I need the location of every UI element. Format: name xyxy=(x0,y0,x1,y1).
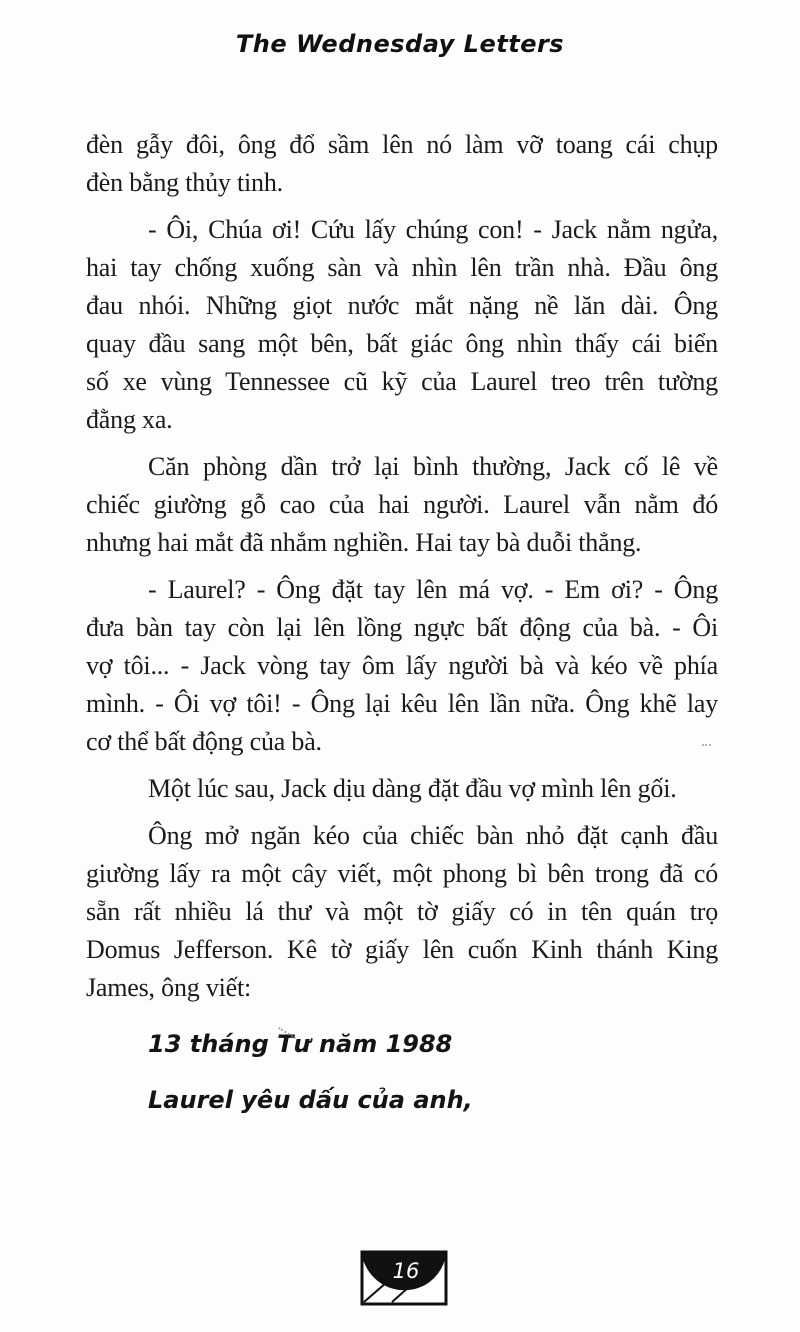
text-line: Domus Jefferson. Kê tờ giấy lên cuốn Kinh thánh King xyxy=(86,935,718,964)
text-line: vợ tôi... - Jack vòng tay ôm lấy người bà và kéo về phía xyxy=(86,651,718,680)
text-line: đèn gẫy đôi, ông đổ sầm lên nó làm vỡ toang cái chụp xyxy=(86,130,718,159)
page-footer xyxy=(359,1248,449,1308)
text-line: Ông mở ngăn kéo của chiếc bàn nhỏ đặt cạnh đầu xyxy=(148,821,718,850)
text-line: Một lúc sau, Jack dịu dàng đặt đầu vợ mình lên gối. xyxy=(148,774,677,803)
text-line: nhưng hai mắt đã nhắm nghiền. Hai tay bà duỗi thẳng. xyxy=(86,528,642,557)
text-line: hai tay chống xuống sàn và nhìn lên trần nhà. Đầu ông xyxy=(86,253,718,282)
handwritten-letter xyxy=(148,1029,718,1115)
letter-date-line: 13 tháng Tư năm 1988 xyxy=(148,1030,453,1058)
text-line: giường lấy ra một cây viết, một phong bì bên trong đã có xyxy=(86,859,718,888)
text-line: chiếc giường gỗ cao của hai người. Laurel vẫn nằm đó xyxy=(86,490,718,519)
text-line: - Ôi, Chúa ơi! Cứu lấy chúng con! - Jack nằm ngửa, xyxy=(148,215,718,244)
text-line: cơ thể bất động của bà. xyxy=(86,727,322,756)
page-number: 16 xyxy=(392,1259,420,1283)
text-line: quay đầu sang một bên, bất giác ông nhìn thấy cái biển xyxy=(86,329,718,358)
paragraph xyxy=(86,448,718,562)
paragraph xyxy=(86,817,718,1007)
text-line: đằng xa. xyxy=(86,405,173,434)
body-text xyxy=(86,126,718,1115)
paragraph xyxy=(86,126,718,202)
text-line: đưa bàn tay còn lại lên lồng ngực bất động của bà. - Ôi xyxy=(86,613,718,642)
running-head-title: The Wednesday Letters xyxy=(235,30,565,58)
text-line: James, ông viết: xyxy=(86,973,252,1002)
paragraph xyxy=(86,211,718,439)
text-line: đèn bằng thủy tinh. xyxy=(86,168,283,197)
text-line: sẵn rất nhiều lá thư và một tờ giấy có in tên quán trọ xyxy=(86,897,718,926)
text-line: đau nhói. Những giọt nước mắt nặng nề lăn dài. Ông xyxy=(86,291,718,320)
envelope-icon xyxy=(359,1248,449,1308)
paragraph xyxy=(86,571,718,761)
letter-salutation: Laurel yêu dấu của anh, xyxy=(148,1086,473,1114)
paragraph xyxy=(86,770,718,808)
text-line: mình. - Ôi vợ tôi! - Ông lại kêu lên lần nữa. Ông khẽ lay xyxy=(86,689,718,718)
text-line: - Laurel? - Ông đặt tay lên má vợ. - Em ơi? - Ông xyxy=(148,575,718,604)
scan-artifact xyxy=(702,744,711,746)
text-line: số xe vùng Tennessee cũ kỹ của Laurel treo trên tường xyxy=(86,367,718,396)
text-line: Căn phòng dần trở lại bình thường, Jack cố lê về xyxy=(148,452,718,481)
